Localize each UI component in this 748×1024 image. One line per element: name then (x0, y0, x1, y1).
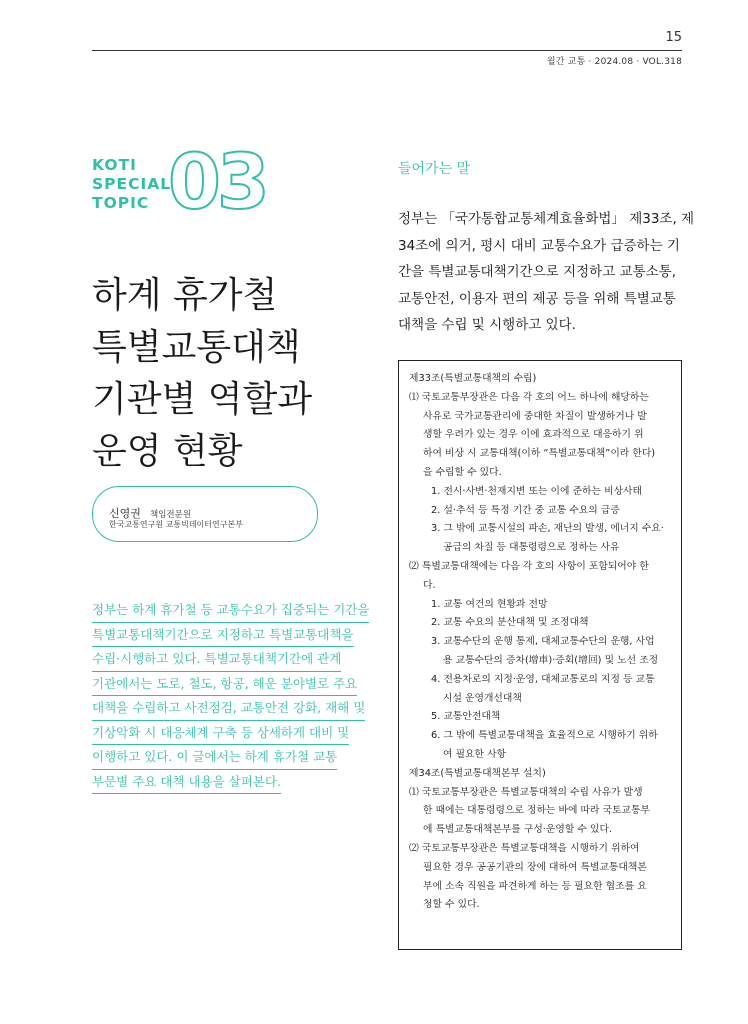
topic-label-line: SPECIAL (92, 175, 172, 193)
abstract (92, 598, 382, 794)
abstract-line: 부문별 주요 대책 내용을 살펴본다. (92, 770, 281, 795)
law-line: 2. 설·추석 등 특정 기간 중 교통 수요의 급증 (431, 504, 620, 516)
abstract-line: 대책을 수립하고 사전점검, 교통안전 강화, 재해 및 (92, 696, 365, 721)
author-name: 신영권 (109, 507, 141, 520)
law-line: 6. 그 밖에 특별교통대책을 효율적으로 시행하기 위하 (431, 730, 658, 742)
title-line: 기관별 역할과 (92, 379, 313, 420)
law-line: 청할 수 있다. (423, 899, 480, 911)
law-line: 을 수립할 수 있다. (423, 466, 502, 478)
author-affiliation: 한국교통연구원 교통빅데이터연구본부 (109, 520, 243, 529)
title-line: 특별교통대책 (92, 327, 301, 368)
article-title (92, 270, 352, 478)
law-line: 제34조(특별교통대책본부 설치) (409, 767, 546, 779)
author-role: 책임전문원 (149, 510, 192, 520)
law-line: 제33조(특별교통대책의 수립) (409, 373, 537, 384)
intro-body (398, 206, 695, 339)
abstract-line: 정부는 하계 휴가철 등 교통수요가 집중되는 기간을 (92, 598, 369, 623)
title-line: 하계 휴가철 (92, 275, 278, 316)
law-line: 3. 교통수단의 운행 통제, 대체교통수단의 운행, 사업 (431, 636, 655, 648)
law-line: ⑵ 국토교통부장관은 특별교통대책을 시행하기 위하여 (409, 842, 640, 854)
law-line: 1. 전시·사변·천재지변 또는 이에 준하는 비상사태 (431, 485, 642, 497)
law-line: 생할 우려가 있는 경우 이에 효과적으로 대응하기 위 (423, 429, 644, 441)
intro-line: 34조에 의거, 평시 대비 교통수요가 급증하는 기 (398, 237, 680, 254)
law-excerpt-box (398, 360, 682, 950)
law-line: 사유로 국가교통관리에 중대한 차질이 발생하거나 발 (423, 410, 647, 422)
law-line: 1. 교통 여건의 현황과 전망 (431, 598, 548, 610)
law-line: ⑴ 국토교통부장관은 다음 각 호의 어느 하나에 해당하는 (409, 391, 649, 403)
intro-line: 교통안전, 이용자 편의 제공 등을 위해 특별교통 (398, 290, 676, 307)
law-line: 공급의 차질 등 대통령령으로 정하는 사유 (443, 542, 620, 554)
abstract-line: 특별교통대책기간으로 지정하고 특별교통대책을 (92, 623, 354, 648)
law-line: 부에 소속 직원을 파견하게 하는 등 필요한 협조를 요 (423, 880, 647, 892)
law-line: 용 교통수단의 증차(增車)·증회(增回) 및 노선 조정 (443, 654, 659, 666)
law-line: 필요한 경우 공공기관의 장에 대하여 특별교통대책본 (423, 861, 647, 873)
law-line: 에 특별교통대책본부를 구성·운영할 수 있다. (423, 824, 613, 836)
topic-label-line: KOTI (92, 156, 137, 174)
law-line: 하여 비상 시 교통대책(이하 “특별교통대책”이라 한다) (423, 448, 656, 460)
running-header: 월간 교통 · 2024.08 · VOL.318 (546, 57, 682, 67)
topic-label (92, 156, 171, 213)
topic-label-line: TOPIC (92, 194, 150, 212)
intro-line: 대책을 수립 및 시행하고 있다. (398, 317, 576, 333)
law-line: 시설 운영개선대책 (443, 692, 522, 704)
law-line: 3. 그 밖에 교통시설의 파손, 재난의 발생, 에너지 수요· (431, 523, 664, 535)
abstract-line: 수립·시행하고 있다. 특별교통대책기간에 관계 (92, 647, 341, 672)
abstract-line: 기상악화 시 대응체계 구축 등 상세하게 대비 및 (92, 721, 349, 746)
law-line: 4. 전용차로의 지정·운영, 대체교통로의 지정 등 교통 (431, 673, 655, 685)
title-line: 운영 현황 (92, 431, 243, 472)
topic-number: 03 (168, 137, 266, 226)
law-line: 한 때에는 대통령령으로 정하는 바에 따라 국토교통부 (423, 805, 650, 817)
law-line: 5. 교통안전대책 (431, 711, 501, 723)
author-box (92, 486, 318, 542)
intro-heading: 들어가는 말 (398, 161, 471, 177)
law-line: 여 필요한 사항 (443, 748, 507, 760)
abstract-line: 이행하고 있다. 이 글에서는 하계 휴가철 교통 (92, 745, 337, 770)
intro-line: 간을 특별교통대책기간으로 지정하고 교통소통, (398, 264, 676, 280)
law-line: ⑵ 특별교통대책에는 다음 각 호의 사항이 포함되어야 한 (409, 560, 649, 572)
abstract-line: 기관에서는 도로, 철도, 항공, 해운 분야별로 주요 (92, 672, 357, 697)
header-divider (92, 50, 682, 51)
intro-line: 정부는 「국가통합교통체계효율화법」 제33조, 제 (398, 211, 695, 227)
law-line: 다. (423, 579, 436, 591)
page-number: 15 (665, 30, 682, 45)
law-line: 2. 교통 수요의 분산대책 및 조정대책 (431, 617, 589, 629)
law-line: ⑴ 국토교통부장관은 특별교통대책의 수립 사유가 발생 (409, 786, 643, 798)
